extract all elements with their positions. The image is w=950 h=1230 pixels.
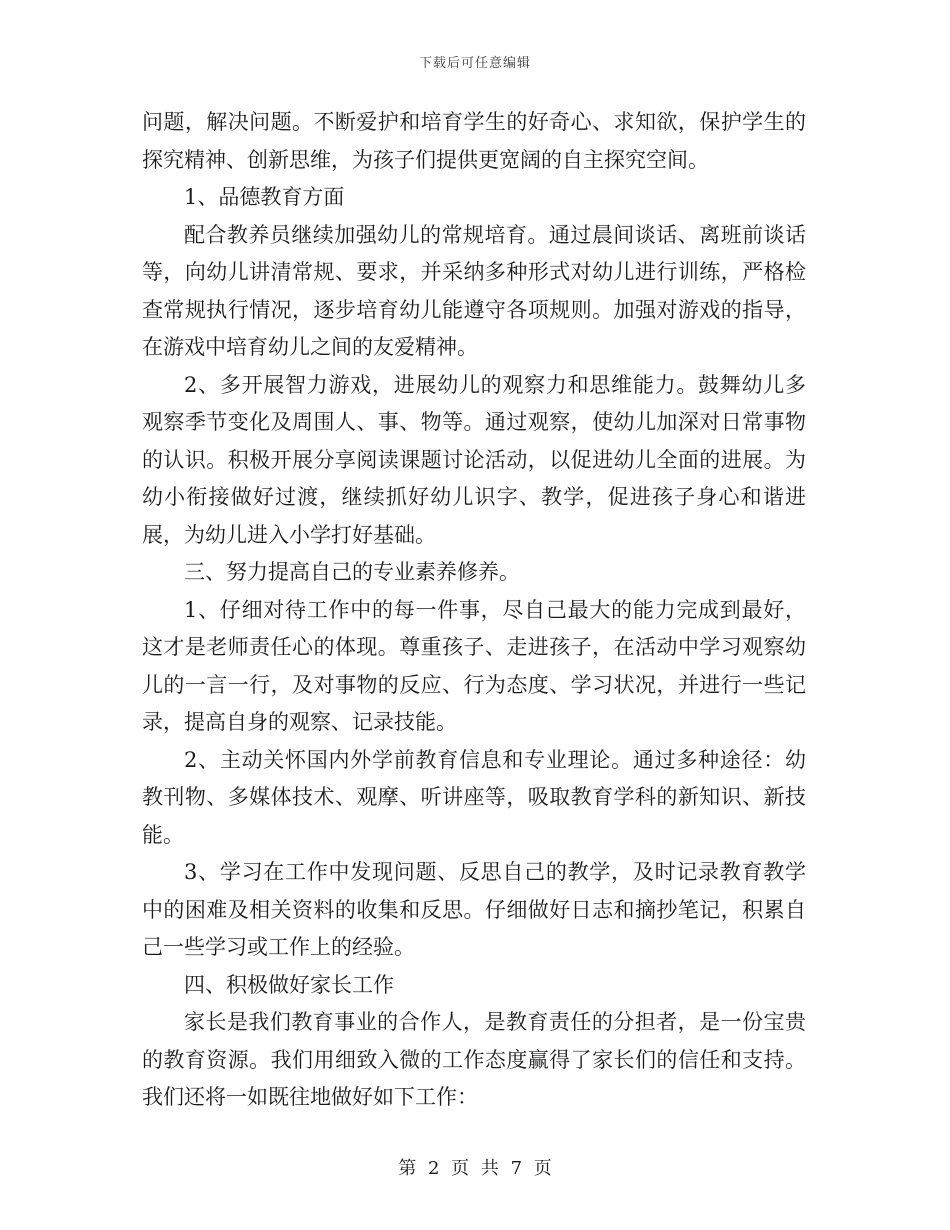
paragraph-preschool-theory: 2、主动关怀国内外学前教育信息和专业理论。通过多种途径：幼教刊物、多媒体技术、观摩、听讲座等，吸取教育学科的新知识、新技能。 (142, 747, 806, 847)
paragraph-responsibility: 1、仔细对待工作中的每一件事，尽自己最大的能力完成到最好，这才是老师责任心的体现。尊重孩子、走进孩子，在活动中学习观察幼儿的一言一行，及对事物的反应、行为态度、学习状况，并进行一些记录，提高自身的观察、记录技能。 (142, 597, 806, 734)
paragraph-routine-training: 配合教养员继续加强幼儿的常规培育。通过晨间谈话、离班前谈话等，向幼儿讲清常规、要求，并采纳多种形式对幼儿进行训练，严格检查常规执行情况，逐步培育幼儿能遵守各项规则。加强对游戏的指导，在游戏中培育幼儿之间的友爱精神。 (142, 222, 806, 359)
paragraph-continuation: 问题，解决问题。不断爱护和培育学生的好奇心、求知欲，保护学生的探究精神、创新思维，为孩子们提供更宽阔的自主探究空间。 (142, 110, 806, 172)
document-body (142, 104, 806, 1117)
paragraph-parents: 家长是我们教育事业的合作人，是教育责任的分担者，是一份宝贵的教育资源。我们用细致入微的工作态度赢得了家长们的信任和支持。我们还将一如既往地做好如下工作： (142, 1010, 806, 1109)
paragraph-reflection: 3、学习在工作中发现问题、反思自己的教学，及时记录教育教学中的困难及相关资料的收集和反思。仔细做好日志和摘抄笔记，积累自己一些学习或工作上的经验。 (142, 860, 806, 959)
page-footer: 第 2 页 共 7 页 (398, 1158, 552, 1179)
heading-parent-work: 四、积极做好家长工作 (184, 972, 394, 997)
heading-professional-quality: 三、努力提高自己的专业素养修养。 (184, 560, 520, 584)
page-header: 下载后可任意编辑 (418, 56, 531, 71)
paragraph-intelligence-games: 2、多开展智力游戏，进展幼儿的观察力和思维能力。鼓舞幼儿多观察季节变化及周围人、事、物等。通过观察，使幼儿加深对日常事物的认识。积极开展分享阅读课题讨论活动，以促进幼儿全面的进展。为幼小衔接做好过渡，继续抓好幼儿识字、教学，促进孩子身心和谐进展，为幼儿进入小学打好基础。 (142, 372, 806, 547)
heading-moral-education: 1、品德教育方面 (184, 185, 345, 209)
